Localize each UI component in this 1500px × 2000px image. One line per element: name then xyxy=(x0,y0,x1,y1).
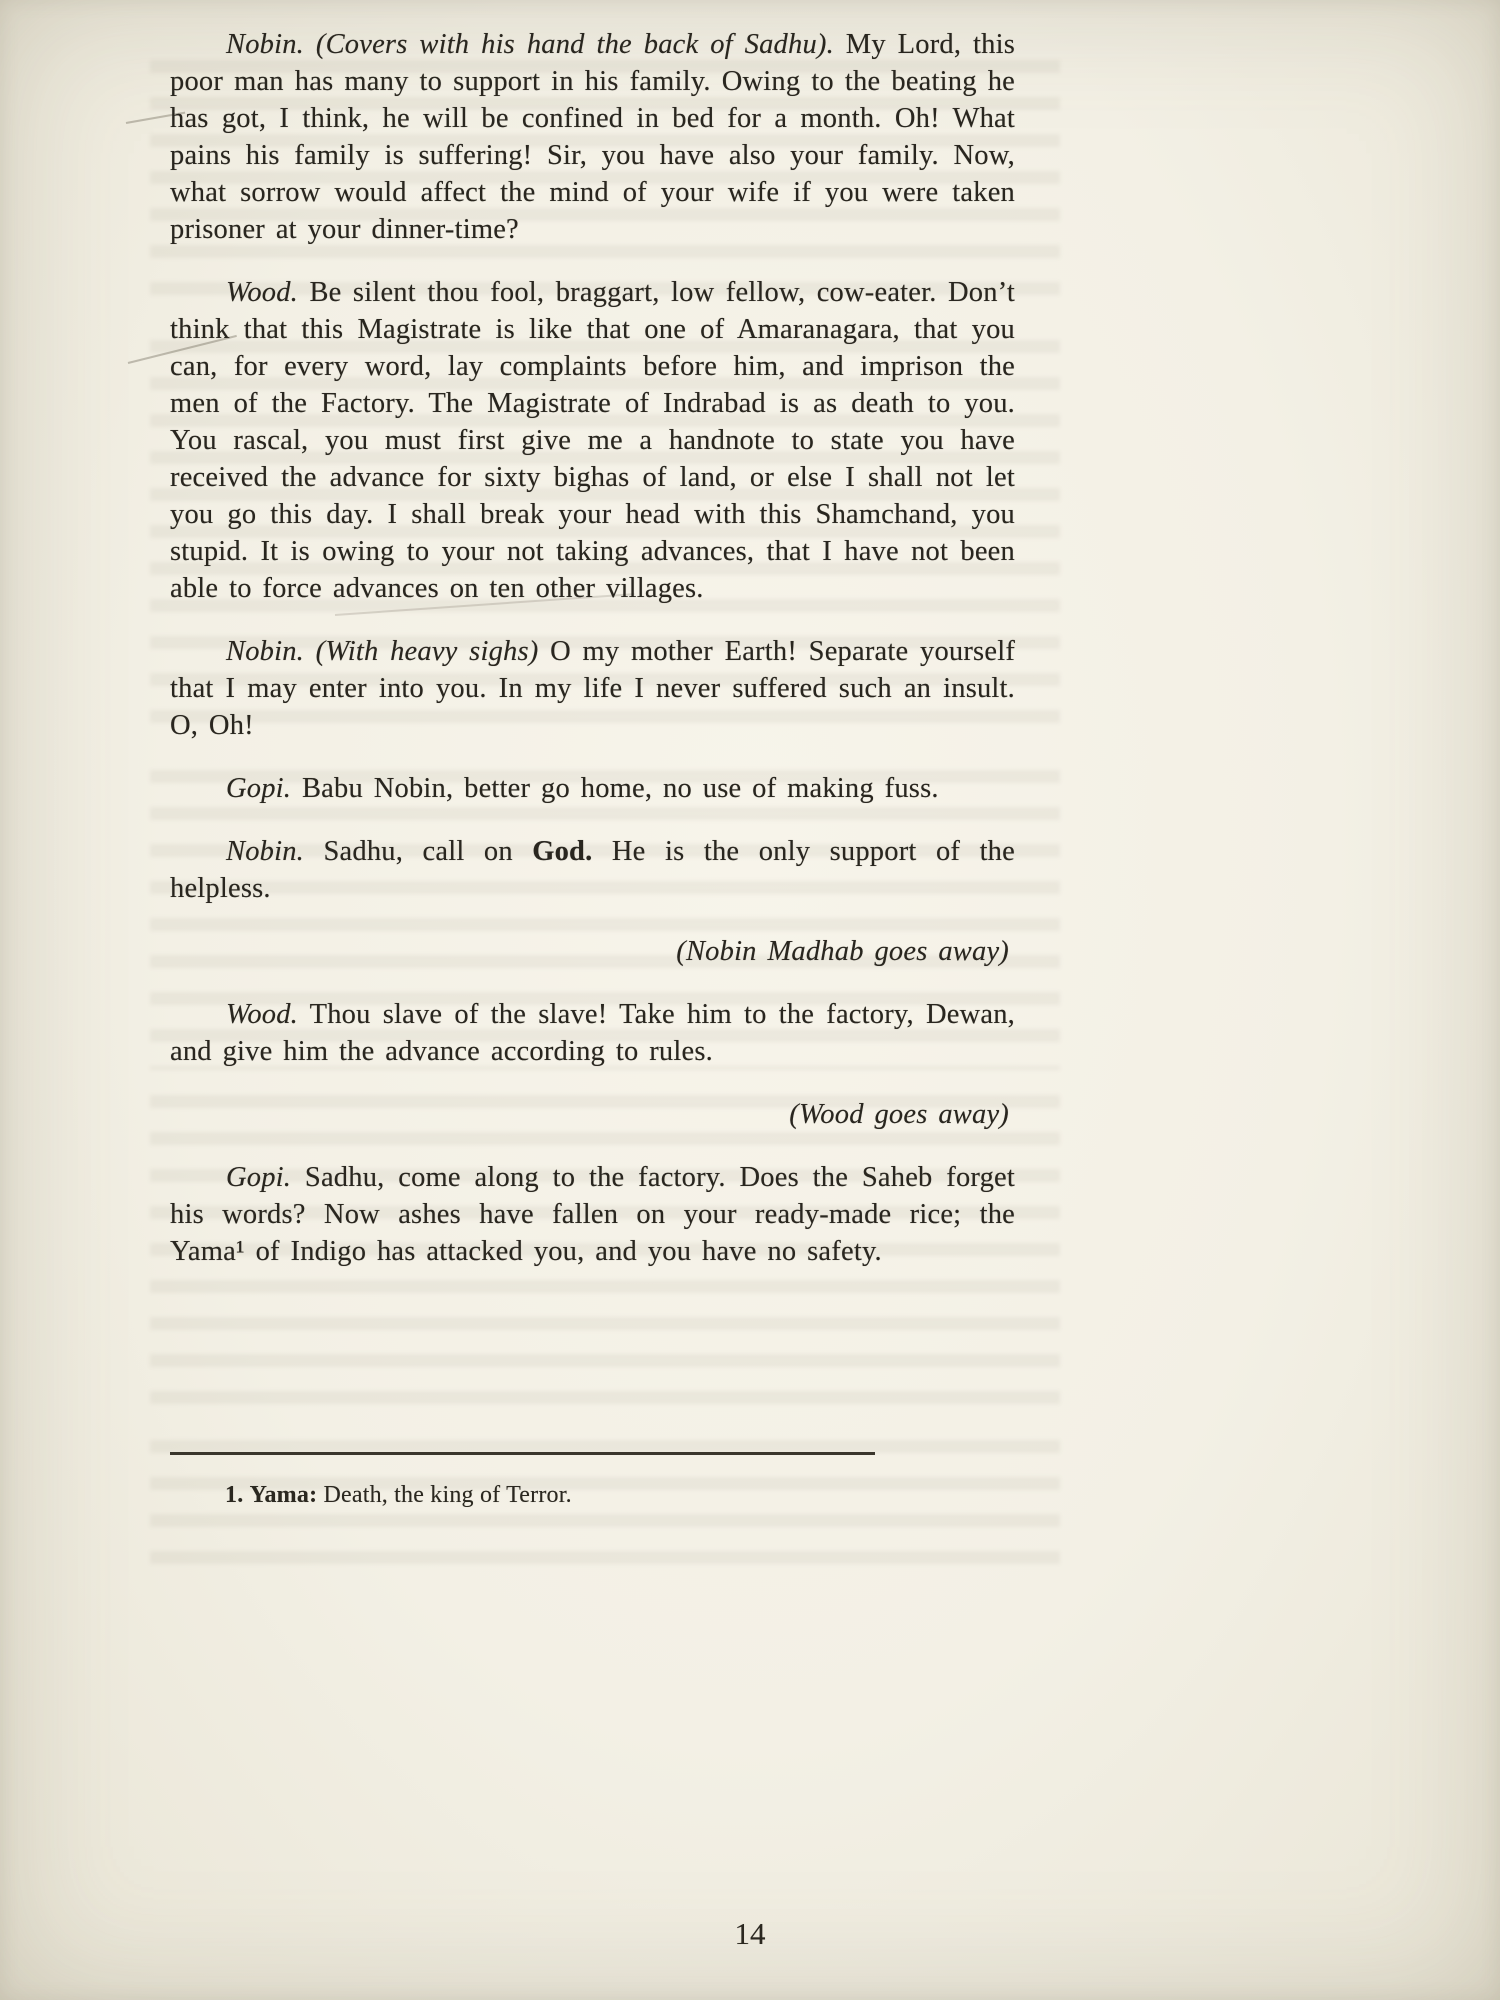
dialogue-text: Sadhu, come along to the factory. Does the Saheb forget his words? Now ashes have fallen on your ready-made rice; the Yama¹ of Indigo has attacked you, and you have no safety. xyxy=(170,1162,1015,1267)
footnote-text: Death, the king of Terror. xyxy=(323,1482,572,1508)
text-column xyxy=(170,26,1015,1296)
dialogue-text: My Lord, this poor man has many to support in his family. Owing to the beating he has got, I think, he will be confined in bed for a month. Oh! What pains his family is suffering! Sir, you have also your family. Now, what sorrow would affect the mind of your wife if you were taken prisoner at your dinner-time? xyxy=(170,29,1015,245)
inline-stage-direction: (Covers with his hand the back of Sadhu). xyxy=(315,29,834,60)
dialogue-paragraph xyxy=(170,833,1015,907)
speaker-name: Nobin. xyxy=(226,636,305,667)
dialogue-text: He is the only support of the helpless. xyxy=(170,836,1015,904)
stage-direction: (Wood goes away) xyxy=(789,1099,1009,1130)
page-number: 14 xyxy=(734,1916,766,1951)
dialogue-text: Babu Nobin, better go home, no use of making fuss. xyxy=(301,773,939,804)
footnote-rule xyxy=(170,1452,875,1455)
dialogue-text: Sadhu, call on xyxy=(323,836,533,867)
speaker-name: Wood. xyxy=(226,277,298,308)
speaker-name: Gopi. xyxy=(226,773,292,804)
dialogue-paragraph xyxy=(170,1159,1015,1270)
speaker-name: Gopi. xyxy=(226,1162,292,1193)
speaker-name: Wood. xyxy=(226,999,298,1030)
dialogue-text-emphasis: God. xyxy=(532,836,593,867)
dialogue-paragraph xyxy=(170,633,1015,744)
footnote-term: Yama: xyxy=(249,1482,318,1508)
speaker-name: Nobin. xyxy=(226,836,305,867)
dialogue-text: O my mother Earth! Separate yourself that I may enter into you. In my life I never suffered such an insult. O, Oh! xyxy=(170,636,1016,741)
footnote-marker: 1. xyxy=(225,1482,244,1508)
inline-stage-direction: (With heavy sighs) xyxy=(315,636,539,667)
dialogue-text: Thou slave of the slave! Take him to the factory, Dewan, and give him the advance according to rules. xyxy=(170,999,1015,1067)
stage-direction: (Nobin Madhab goes away) xyxy=(676,936,1009,967)
dialogue-paragraph xyxy=(170,274,1015,607)
speaker-name: Nobin. xyxy=(226,29,305,60)
dialogue-paragraph xyxy=(170,26,1015,248)
dialogue-paragraph xyxy=(170,996,1015,1070)
dialogue-text: Be silent thou fool, braggart, low fellow, cow-eater. Don’t think that this Magistrate is like that one of Amaranagara, that you can, for every word, lay complaints before him, and imprison the men of the Factory. The Magistrate of Indrabad is as death to you. You rascal, you must first give me a handnote to state you have received the advance for sixty bighas of land, or else I shall not let you go this day. I shall break your head with this Shamchand, you stupid. It is owing to your not taking advances, that I have not been able to force advances on ten other villages. xyxy=(170,277,1015,604)
bleedthrough-texture xyxy=(150,1440,1060,1580)
dialogue-paragraph xyxy=(170,770,1015,807)
footnote xyxy=(225,1482,1025,1509)
